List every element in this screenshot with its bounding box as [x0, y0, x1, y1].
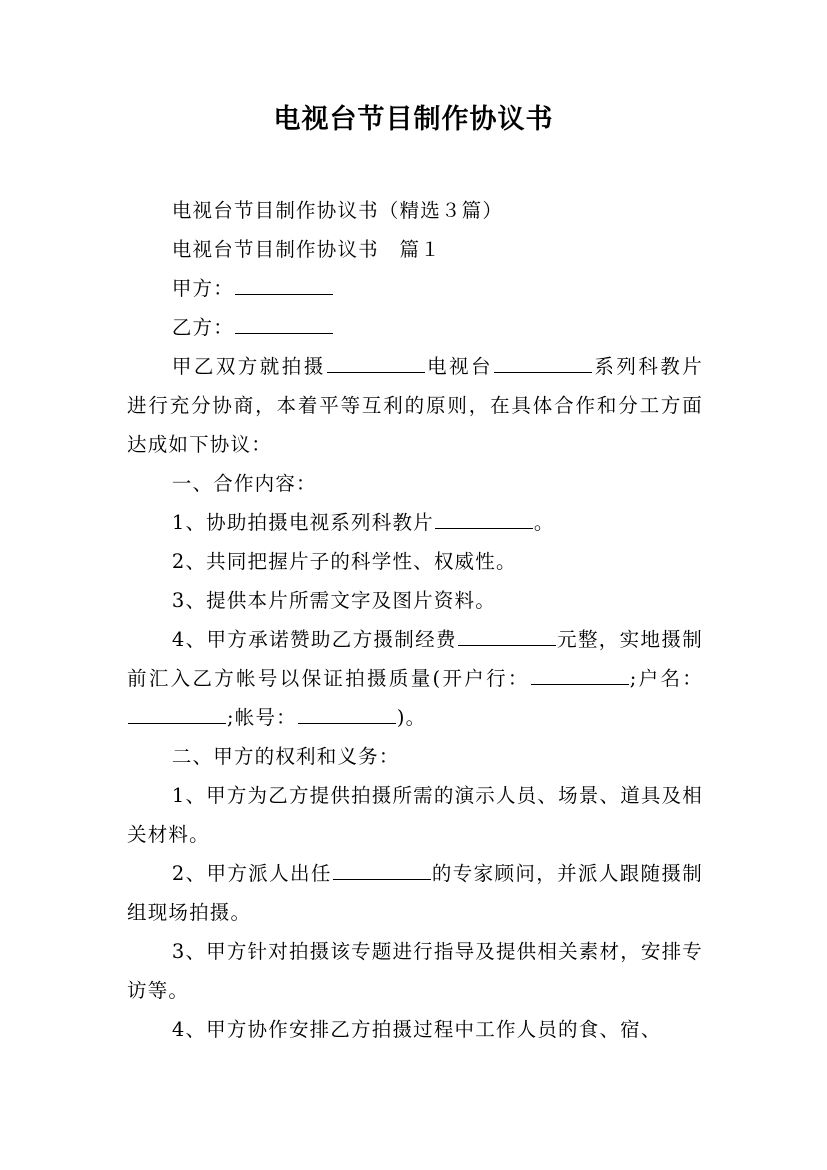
paragraph-text: 元整，实地摄制前汇入乙方帐号以保证拍摄质量(开户行：: [127, 628, 703, 690]
document-title: 电视台节目制作协议书: [273, 104, 554, 135]
paragraph-1-3: [127, 581, 703, 620]
paragraph-text: 的专家顾问，并派人跟随摄制组现场拍摄。: [127, 862, 703, 924]
fill-in-blank: [435, 508, 533, 529]
paragraph-subtitle: [127, 191, 703, 230]
paragraph-text: 4、甲方承诺赞助乙方摄制经费: [171, 628, 457, 651]
paragraph-text: 2、甲方派人出任: [171, 862, 332, 885]
paragraph-2-2: [127, 854, 703, 932]
paragraph-text: 2、共同把握片子的科学性、权威性。: [171, 550, 517, 573]
fill-in-blank: [531, 664, 629, 685]
paragraph-text: ;帐号：: [227, 706, 297, 729]
paragraph-party-a: [127, 269, 703, 308]
fill-in-blank: [298, 703, 396, 724]
paragraph-text: 1、甲方为乙方提供拍摄所需的演示人员、场景、道具及相关材料。: [127, 784, 703, 846]
paragraph-2-4: [127, 1010, 703, 1049]
paragraph-text: 甲方：: [171, 277, 234, 300]
paragraph-text: 乙方：: [171, 316, 234, 339]
paragraph-text: 电视台节目制作协议书 篇１: [171, 238, 441, 261]
paragraph-party-b: [127, 308, 703, 347]
paragraph-intro: [127, 347, 703, 464]
paragraph-chapter: [127, 230, 703, 269]
paragraph-text: 。: [533, 511, 555, 534]
paragraph-text: 1、协助拍摄电视系列科教片: [171, 511, 434, 534]
paragraph-text: 3、提供本片所需文字及图片资料。: [171, 589, 496, 612]
fill-in-blank: [235, 274, 333, 295]
paragraph-text: 系列科教片进行充分协商，本着平等互利的原则，在具体合作和分工方面达成如下协议：: [127, 355, 703, 456]
paragraph-section-1: [127, 464, 703, 503]
paragraph-2-1: [127, 776, 703, 854]
paragraph-1-4: [127, 620, 703, 737]
paragraph-1-1: [127, 503, 703, 542]
paragraph-text: 一、合作内容：: [171, 472, 317, 495]
paragraph-text: 甲乙双方就拍摄: [171, 355, 326, 378]
fill-in-blank: [235, 313, 333, 334]
paragraph-text: 3、甲方针对拍摄该专题进行指导及提供相关素材，安排专访等。: [127, 940, 703, 1002]
paragraph-text: 二、甲方的权利和义务：: [171, 745, 400, 768]
fill-in-blank: [128, 703, 226, 724]
paragraph-text: 电视台: [425, 355, 494, 378]
document-body: [127, 191, 703, 1049]
paragraph-text: )。: [396, 706, 427, 729]
paragraph-text: 4、甲方协作安排乙方拍摄过程中工作人员的食、宿、: [171, 1018, 662, 1041]
fill-in-blank: [333, 859, 431, 880]
paragraph-1-2: [127, 542, 703, 581]
paragraph-section-2: [127, 737, 703, 776]
fill-in-blank: [494, 352, 592, 373]
fill-in-blank: [327, 352, 425, 373]
fill-in-blank: [458, 625, 556, 646]
paragraph-text: ;户名：: [629, 667, 703, 690]
paragraph-text: 电视台节目制作协议书（精选３篇）: [171, 199, 504, 222]
paragraph-2-3: [127, 932, 703, 1010]
